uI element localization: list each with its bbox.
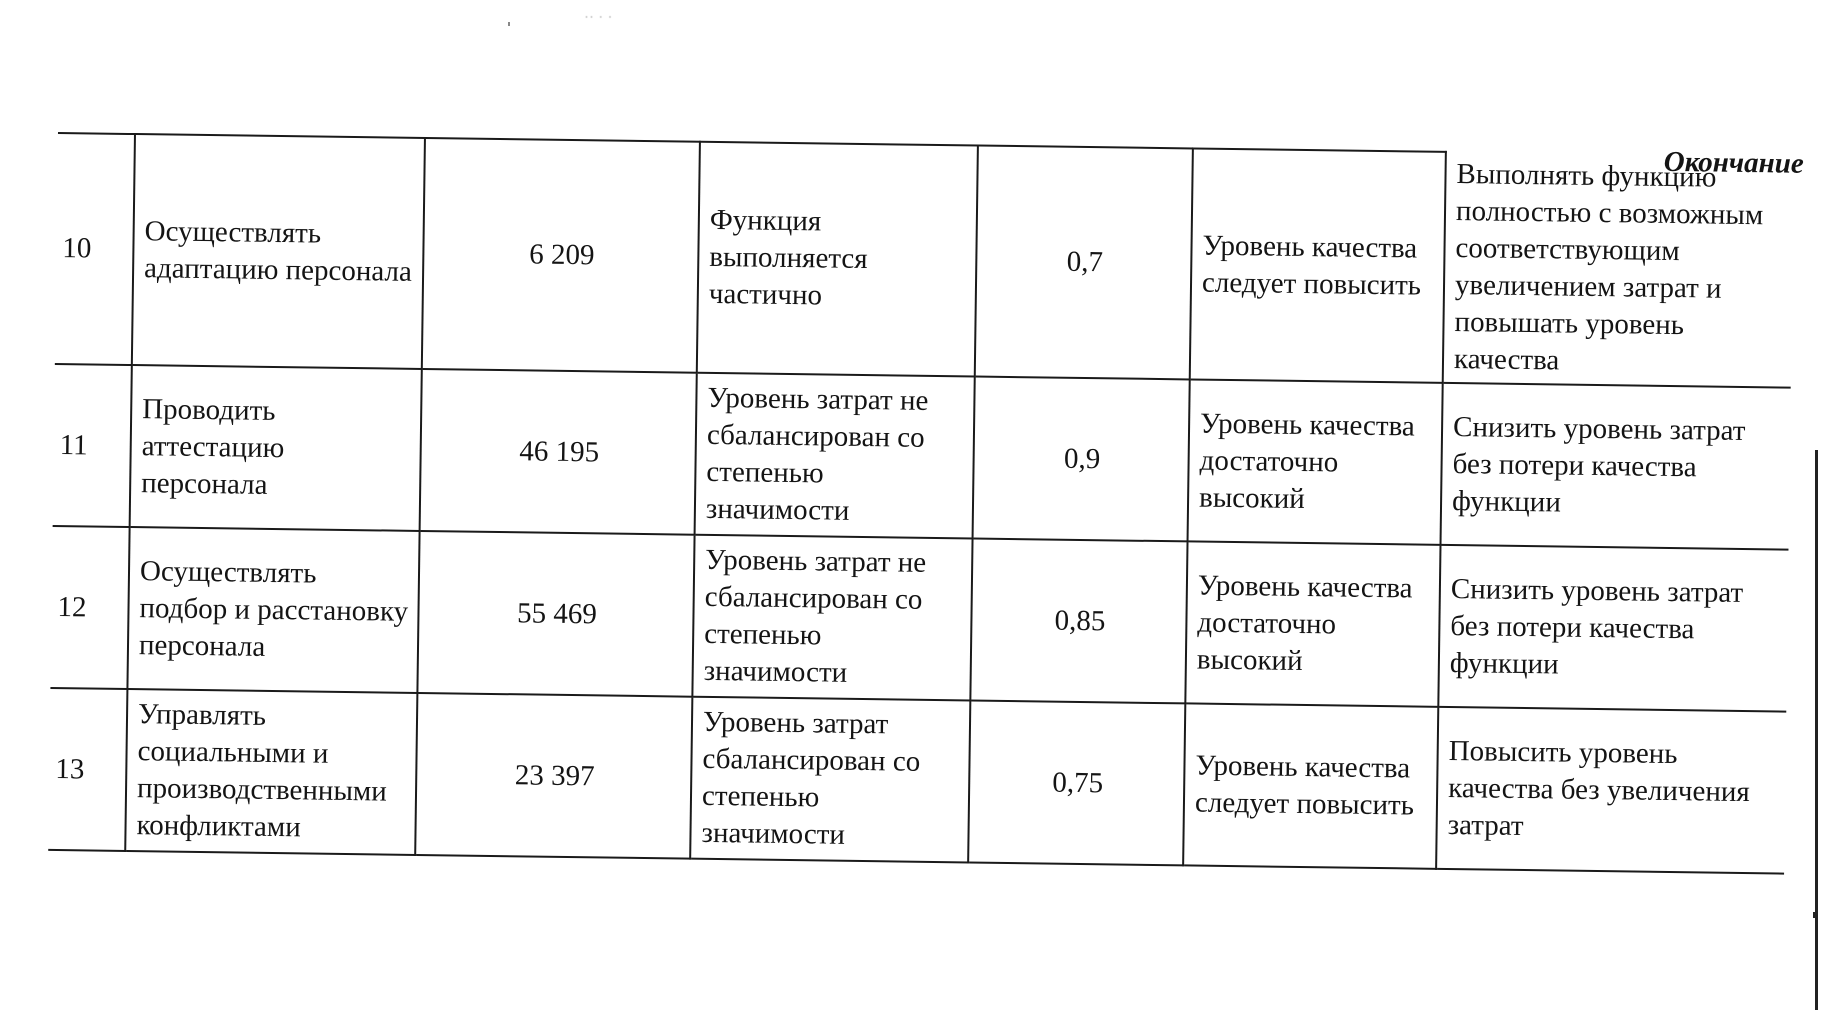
assessment-cell: Функция выполняется частично [697, 142, 978, 377]
continuation-label: Окончание [1663, 145, 1804, 180]
row-number: 10 [55, 133, 135, 365]
row-number: 11 [53, 364, 132, 527]
quality-cell: Уровень качества следует повысить [1190, 148, 1446, 382]
table-row [55, 133, 1794, 388]
assessment-cell: Уровень затрат не сбалансирован со степенью значимости [695, 373, 975, 539]
row-number: 12 [50, 526, 129, 689]
quality-cell: Уровень качества достаточно высокий [1188, 379, 1443, 544]
table-row [53, 364, 1791, 550]
coefficient-cell: 0,7 [975, 146, 1193, 380]
scan-edge-dot [1813, 912, 1816, 918]
quality-cell: Уровень качества следует повысить [1183, 703, 1438, 868]
coefficient-cell: 0,9 [973, 377, 1190, 542]
actions-cell: Выполнять функцию полностью с возможным соответствующим увеличением затрат и повышать уровень качества [1443, 152, 1794, 388]
cost-cell: 6 209 [422, 138, 700, 373]
cost-cell: 55 469 [417, 531, 694, 697]
row-number: 13 [48, 688, 127, 851]
function-cell: Осуществлять подбор и расстановку персонала [127, 527, 419, 693]
table-sheet [55, 132, 1804, 851]
table-row [48, 688, 1786, 874]
scan-edge-line [1815, 450, 1818, 1010]
scan-artifact: ·· · · [585, 12, 614, 22]
coefficient-cell: 0,85 [970, 538, 1187, 703]
actions-cell: Снизить уровень затрат без потери качества функции [1441, 383, 1791, 550]
assessment-cell: Уровень затрат не сбалансирован со степенью значимости [692, 535, 972, 701]
function-cell: Осуществлять адаптацию персонала [132, 134, 425, 369]
function-cell: Проводить аттестацию персонала [130, 365, 422, 531]
cost-cell: 23 397 [415, 693, 692, 859]
data-table [48, 132, 1794, 875]
actions-cell: Повысить уровень качества без увеличения затрат [1436, 707, 1786, 874]
coefficient-cell: 0,75 [968, 700, 1185, 865]
assessment-cell: Уровень затрат сбалансирован со степенью значимости [690, 697, 970, 863]
function-cell: Управлять социальными и производственными конфликтами [125, 689, 417, 855]
quality-cell: Уровень качества достаточно высокий [1185, 541, 1440, 706]
scan-artifact-tick [508, 22, 510, 26]
actions-cell: Снизить уровень затрат без потери качества функции [1438, 545, 1788, 712]
table-row [50, 526, 1788, 712]
cost-cell: 46 195 [420, 369, 697, 535]
